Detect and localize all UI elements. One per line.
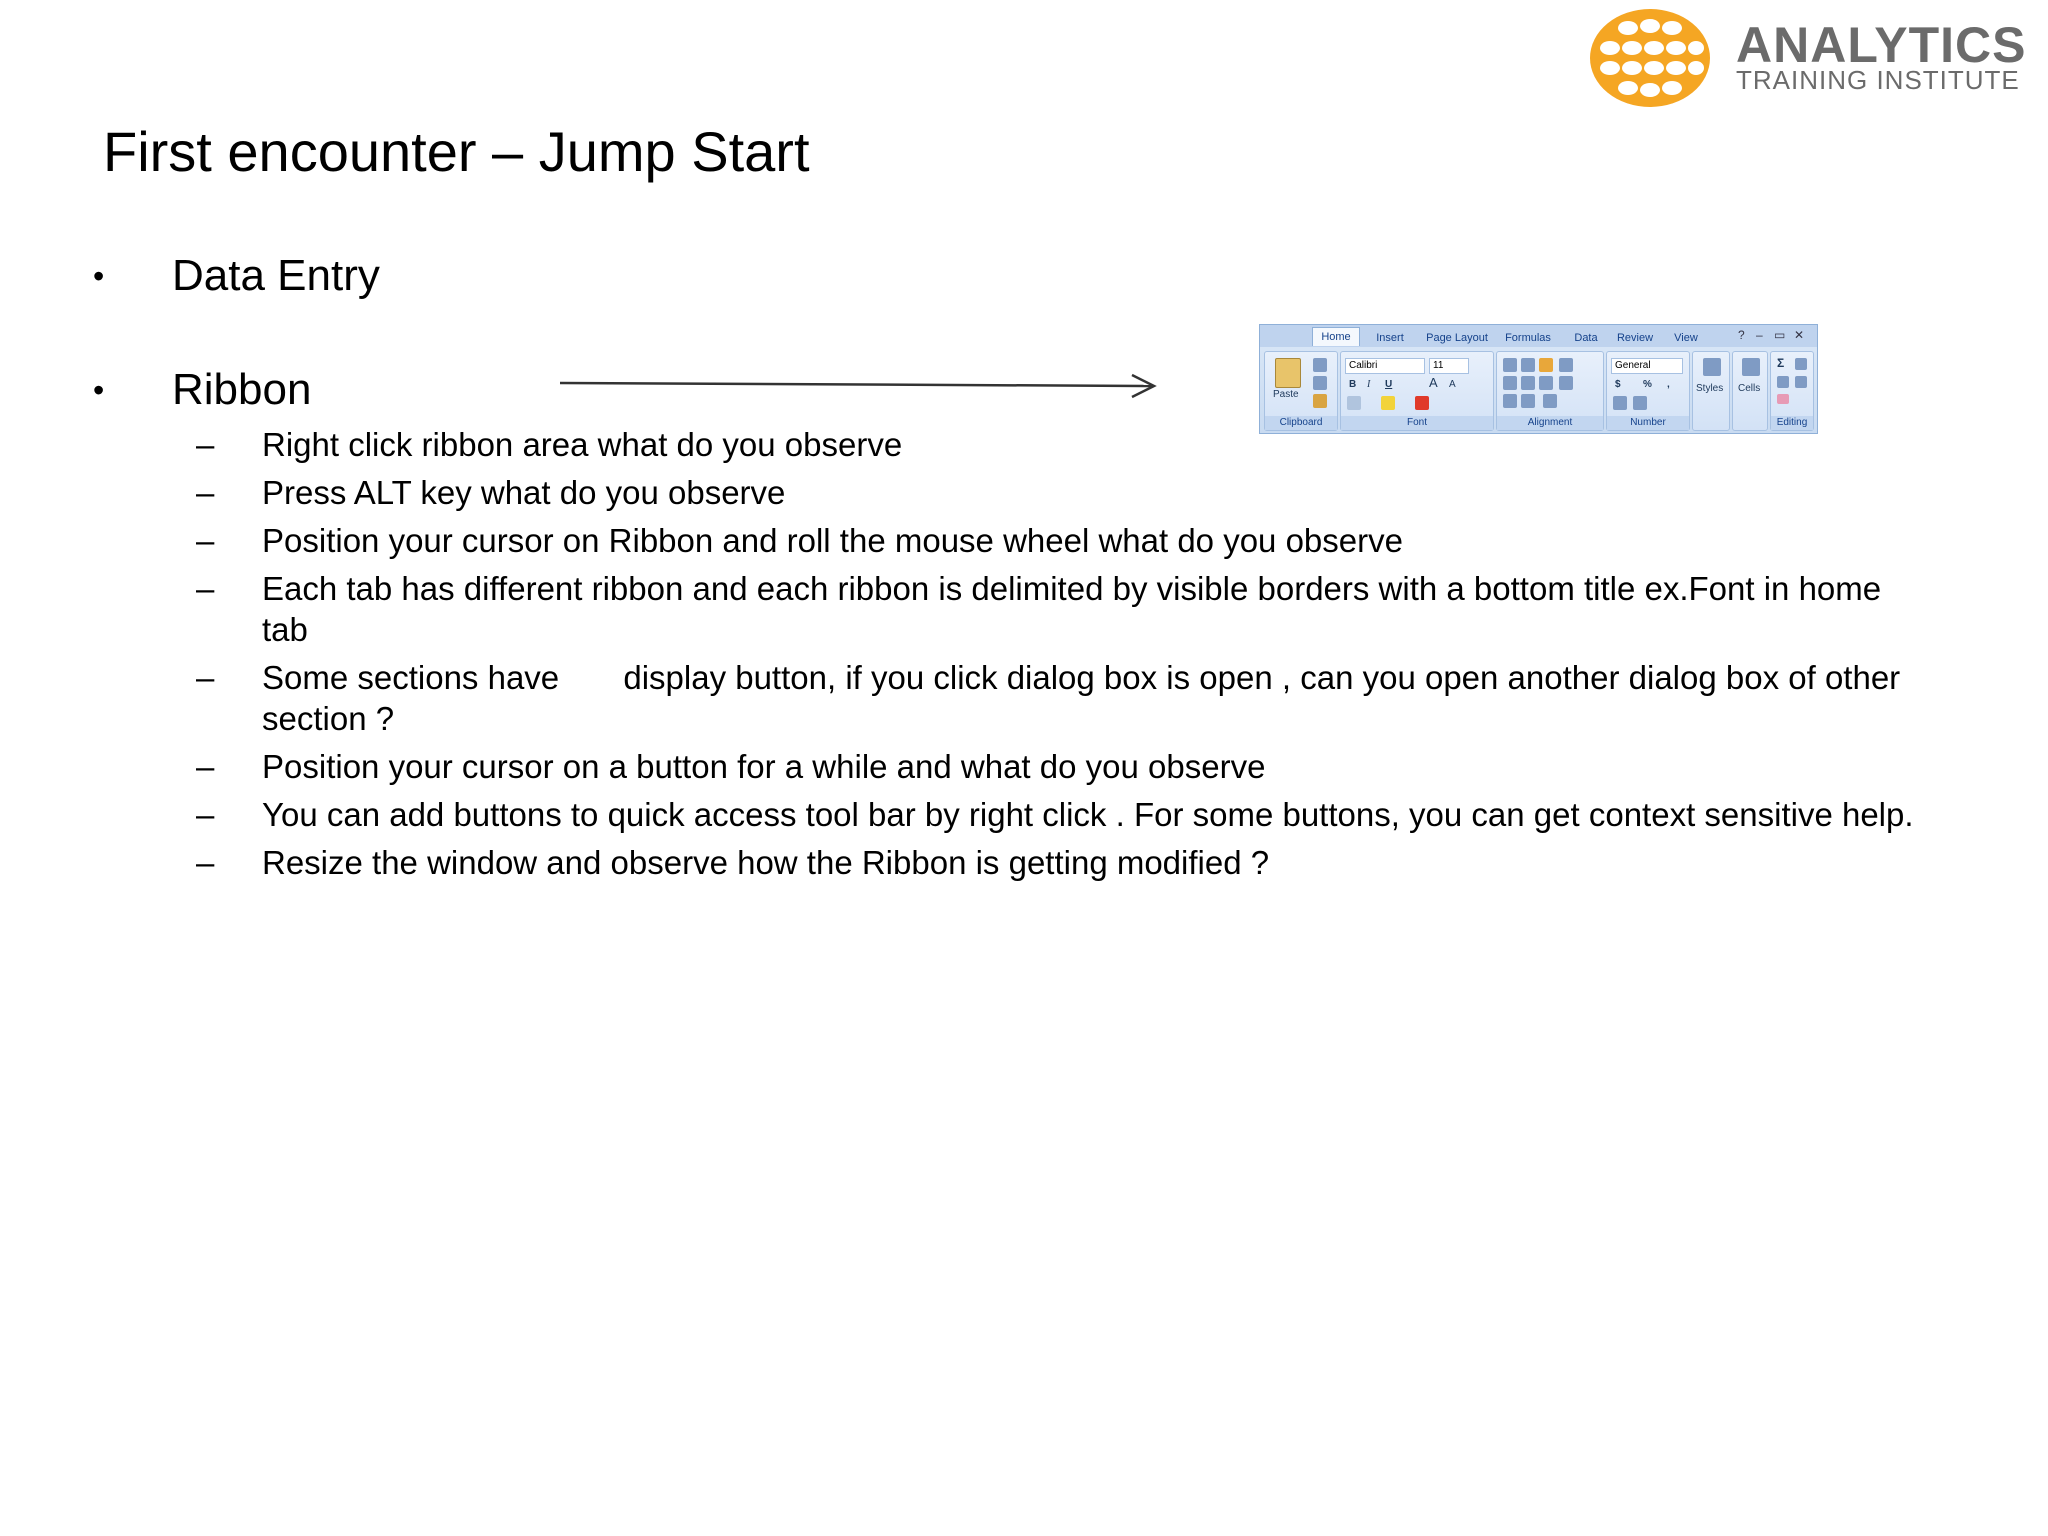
paste-label: Paste: [1273, 389, 1299, 400]
sort-filter-icon: [1795, 358, 1807, 370]
align-bottom-icon: [1539, 358, 1553, 372]
clear-icon: [1777, 394, 1789, 404]
ribbon-tab-home: Home: [1312, 327, 1360, 346]
dash-symbol: –: [196, 796, 215, 833]
list-item: [0, 568, 2048, 650]
ribbon-sub-bullet-list: [0, 424, 2048, 890]
logo-brand-name: ANALYTICS: [1736, 17, 2027, 73]
list-item: [0, 842, 2048, 883]
orientation-icon: [1559, 358, 1573, 372]
find-select-icon: [1795, 376, 1807, 388]
fill-color-icon: [1381, 396, 1395, 410]
help-icon: ?: [1738, 328, 1745, 342]
increase-indent-icon: [1521, 394, 1535, 408]
list-item-text: Each tab has different ribbon and each ribbon is delimited by visible borders with a bottom title ex.Font in home tab: [262, 570, 1882, 648]
list-item: [0, 424, 2048, 465]
group-label-number: Number: [1607, 416, 1689, 430]
increase-decimal-icon: [1613, 396, 1627, 410]
grow-font-icon: A: [1429, 375, 1438, 390]
ribbon-group-editing: [1770, 351, 1814, 431]
ribbon-group-styles: [1692, 351, 1730, 431]
ribbon-group-cells: [1732, 351, 1768, 431]
copy-icon: [1313, 376, 1327, 390]
ribbon-tab-page-layout: Page Layout: [1426, 332, 1488, 344]
bullet-symbol: •: [93, 372, 105, 408]
styles-label: Styles: [1696, 383, 1724, 394]
align-left-icon: [1503, 376, 1517, 390]
excel-ribbon-image: [1259, 324, 1818, 434]
align-center-icon: [1521, 376, 1535, 390]
dash-symbol: –: [196, 659, 215, 696]
list-item: [0, 794, 2048, 835]
ribbon-tab-review: Review: [1616, 332, 1654, 344]
list-item-text: Position your cursor on a button for a while and what do you observe: [262, 748, 1266, 785]
comma-icon: ,: [1667, 379, 1670, 390]
bullet-symbol: •: [93, 258, 105, 294]
font-color-icon: [1415, 396, 1429, 410]
logo-mark-icon: [1588, 6, 1712, 110]
group-label-font: Font: [1341, 416, 1493, 430]
font-size-field: 11: [1429, 358, 1469, 374]
list-item: [0, 472, 2048, 513]
percent-icon: %: [1643, 379, 1652, 390]
align-middle-icon: [1521, 358, 1535, 372]
cells-label: Cells: [1738, 383, 1761, 394]
ribbon-tab-formulas: Formulas: [1505, 332, 1551, 344]
borders-icon: [1347, 396, 1361, 410]
wrap-text-icon: [1543, 394, 1557, 408]
decrease-decimal-icon: [1633, 396, 1647, 410]
dash-symbol: –: [196, 844, 215, 881]
list-item: [0, 657, 2048, 739]
decrease-indent-icon: [1503, 394, 1517, 408]
merge-center-icon: [1559, 376, 1573, 390]
group-label-clipboard: Clipboard: [1265, 416, 1337, 430]
ribbon-group-font: [1340, 351, 1494, 431]
page-title: First encounter – Jump Start: [103, 120, 810, 183]
ribbon-group-number: [1606, 351, 1690, 431]
styles-icon: [1703, 358, 1721, 376]
bullet-ribbon: Ribbon: [172, 365, 312, 414]
cut-icon: [1313, 358, 1327, 372]
align-right-icon: [1539, 376, 1553, 390]
ribbon-tab-bar: [1260, 325, 1817, 347]
ribbon-group-clipboard: [1264, 351, 1338, 431]
list-item: [0, 520, 2048, 561]
ribbon-tab-view: View: [1674, 332, 1698, 344]
list-item-text: Some sections have display button, if you click dialog box is open , can you open another dialog box of other section ?: [262, 659, 1910, 737]
company-logo: [1588, 6, 2040, 110]
underline-icon: U: [1385, 379, 1393, 390]
dash-symbol: –: [196, 426, 215, 463]
autosum-icon: Σ: [1777, 356, 1785, 370]
paste-icon: [1275, 358, 1301, 388]
group-label-alignment: Alignment: [1497, 416, 1603, 430]
bullet-data-entry: Data Entry: [172, 251, 380, 300]
font-name-field: Calibri: [1345, 358, 1425, 374]
list-item: [0, 746, 2048, 787]
list-item-text: Press ALT key what do you observe: [262, 474, 786, 511]
shrink-font-icon: A: [1449, 379, 1456, 390]
italic-icon: I: [1367, 379, 1371, 390]
list-item-text: Resize the window and observe how the Ribbon is getting modified ?: [262, 844, 1270, 881]
dash-symbol: –: [196, 748, 215, 785]
dash-symbol: –: [196, 522, 215, 559]
group-label-editing: Editing: [1771, 416, 1813, 430]
currency-icon: $: [1615, 379, 1621, 390]
bold-icon: B: [1349, 379, 1357, 390]
list-item-text: You can add buttons to quick access tool bar by right click . For some buttons, you can get context sensitive help.: [262, 796, 1914, 833]
format-painter-icon: [1313, 394, 1327, 408]
list-item-text: Position your cursor on Ribbon and roll the mouse wheel what do you observe: [262, 522, 1403, 559]
ribbon-tab-data: Data: [1574, 332, 1598, 344]
dash-symbol: –: [196, 474, 215, 511]
number-format-field: General: [1611, 358, 1683, 374]
logo-brand-tagline: TRAINING INSTITUTE: [1736, 65, 2020, 95]
align-top-icon: [1503, 358, 1517, 372]
list-item-text: Right click ribbon area what do you observe: [262, 426, 903, 463]
restore-icon: ▭: [1774, 328, 1786, 342]
minimize-icon: –: [1756, 328, 1763, 342]
cells-icon: [1742, 358, 1760, 376]
ribbon-group-alignment: [1496, 351, 1604, 431]
dash-symbol: –: [196, 570, 215, 607]
arrow-right-icon: [560, 370, 1160, 400]
close-icon: ✕: [1794, 328, 1805, 342]
ribbon-tab-insert: Insert: [1376, 332, 1404, 344]
fill-icon: [1777, 376, 1789, 388]
